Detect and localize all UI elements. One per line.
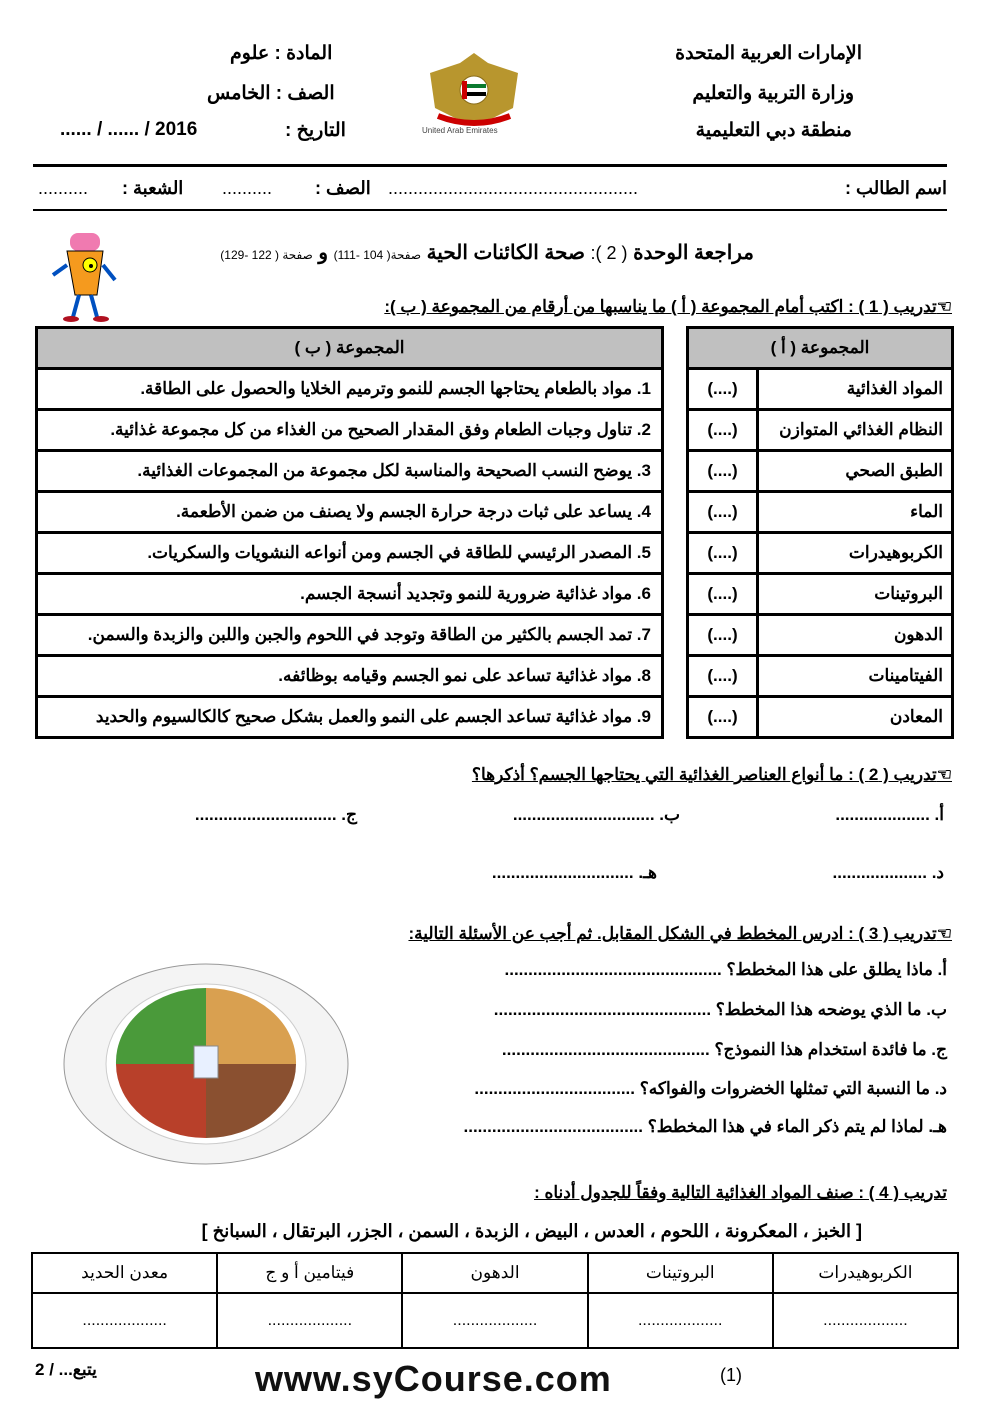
divider [33,164,947,167]
group-b-row [37,533,663,574]
title-main: مراجعة الوحدة [633,242,754,264]
group-b-item: 9. مواد غذائية تساعد الجسم على النمو والعمل بشكل صحيح كالكالسيوم والحديد [37,697,663,738]
category-header: فيتامين أ و ج [217,1253,402,1293]
answer-e[interactable]: هـ. .............................. [491,863,657,882]
category-answer[interactable]: ................... [773,1293,958,1348]
group-a-row [688,533,953,574]
group-b-row [37,574,663,615]
date-value: ...... / ...... / 2016 [60,119,198,140]
title-unit: ( 2 ): [590,243,628,263]
group-a-row [688,656,953,697]
pencil-mascot-icon [45,225,130,323]
group-a-item: الطبق الصحي [758,451,953,492]
question-c[interactable]: ج. ما فائدة استخدام هذا النموذج؟ ............................................ [501,1040,947,1059]
question-d[interactable]: د. ما النسبة التي تمثلها الخضروات والفواكه؟ .................................. [474,1079,947,1098]
healthy-plate-diagram [60,960,352,1168]
answer-blank[interactable]: (....) [688,574,758,615]
category-answer[interactable]: ................... [588,1293,773,1348]
group-a-item: الدهون [758,615,953,656]
group-a-row [688,574,953,615]
page-number: (1) [720,1365,742,1385]
category-header: البروتينات [588,1253,773,1293]
answer-d[interactable]: د. .................... [832,863,944,882]
category-answer[interactable]: ................... [402,1293,587,1348]
student-name-label: اسم الطالب : [845,178,947,198]
group-a-row [688,369,953,410]
class-label: الصف : [315,178,371,198]
group-b-row [37,369,663,410]
divider [33,209,947,211]
ministry-name: وزارة التربية والتعليم [692,83,854,104]
exercise1-title-text: تدريب ( 1 ) : اكتب أمام المجموعة ( أ ) ما يناسبها من أرقام من المجموعة ( ب ): [384,297,937,316]
answer-blank[interactable]: (....) [688,697,758,738]
group-b-row [37,410,663,451]
student-name-field[interactable]: .................................................. [388,178,639,198]
group-a-item: الكربوهيدرات [758,533,953,574]
answer-c[interactable]: ج. .............................. [194,805,357,824]
title-pages1: صفحة( 104 -111) [333,248,422,262]
exercise1-title: ☜تدريب ( 1 ) : اكتب أمام المجموعة ( أ ) ما يناسبها من أرقام من المجموعة ( ب ): [384,297,952,316]
grade: الصف : الخامس [207,83,335,104]
group-b-row [37,492,663,533]
question-b[interactable]: ب. ما الذي يوضحه هذا المخطط؟ .............................................. [493,1000,947,1019]
watermark: www.syCourse.com [255,1358,612,1399]
group-b-row [37,451,663,492]
country-name: الإمارات العربية المتحدة [675,43,862,64]
group-a-item: المعادن [758,697,953,738]
class-field[interactable]: .......... [222,178,273,198]
group-b-row [37,656,663,697]
group-b-item: 8. مواد غذائية تساعد على نمو الجسم وقيامه بوظائفه. [37,656,663,697]
answer-blank[interactable]: (....) [688,410,758,451]
uae-emblem-logo [418,48,530,138]
group-b-item: 7. تمد الجسم بالكثير من الطاقة وتوجد في اللحوم والجبن واللبن والزبدة والسمن. [37,615,663,656]
section-label: الشعبة : [122,178,184,198]
group-b-table [35,326,664,739]
group-b-item: 2. تناول وجبات الطعام وفق المقدار الصحيح من الغذاء من كل مجموعة غذائية. [37,410,663,451]
question-e[interactable]: هـ. لماذا لم يتم ذكر الماء في هذا المخطط؟ ...................................... [463,1117,947,1136]
group-b-item: 1. مواد بالطعام يحتاجها الجسم للنمو وترميم الخلايا والحصول على الطاقة. [37,369,663,410]
answer-a[interactable]: أ. .................... [835,805,944,824]
group-b-row [37,615,663,656]
answer-b[interactable]: ب. .............................. [512,805,680,824]
answer-blank[interactable]: (....) [688,615,758,656]
group-b-item: 3. يوضح النسب الصحيحة والمناسبة لكل مجموعة من المجموعات الغذائية. [37,451,663,492]
answer-blank[interactable]: (....) [688,492,758,533]
exercise2-title-text: تدريب ( 2 ) : ما أنواع العناصر الغذائية التي يحتاجها الجسم؟ أذكرها؟ [471,765,937,784]
exercise2-title: ☜تدريب ( 2 ) : ما أنواع العناصر الغذائية التي يحتاجها الجسم؟ أذكرها؟ [471,765,952,784]
subject: المادة : علوم [230,43,333,64]
question-a[interactable]: أ. ماذا يطلق على هذا المخطط؟ .............................................. [504,960,947,979]
answer-blank[interactable]: (....) [688,369,758,410]
answer-blank[interactable]: (....) [688,533,758,574]
zone-name: منطقة دبي التعليمية [695,120,852,141]
category-header: معدن الحديد [32,1253,217,1293]
group-a-row [688,410,953,451]
food-list: [ الخبز ، المعكرونة ، اللحوم ، العدس ، البيض ، الزبدة ، السمن ، الجزر، البرتقال ، السبانخ ] [201,1221,862,1241]
title-pages2: صفحة ( 122 -129) [220,248,313,262]
section-field[interactable]: .......... [38,178,89,198]
group-b-item: 4. يساعد على ثبات درجة حرارة الجسم ولا يصنف من ضمن الأطعمة. [37,492,663,533]
answer-blank[interactable]: (....) [688,656,758,697]
group-a-row [688,492,953,533]
logo-text: United Arab Emirates [422,126,498,135]
group-b-header: المجموعة ( ب ) [37,328,663,369]
group-a-item: البروتينات [758,574,953,615]
group-a-row [688,697,953,738]
date-label: التاريخ : [285,120,346,141]
category-header: الدهون [402,1253,587,1293]
answer-blank[interactable]: (....) [688,451,758,492]
continue-note: يتبع... / 2 [35,1360,97,1379]
classification-table [31,1252,959,1349]
group-b-item: 5. المصدر الرئيسي للطاقة في الجسم ومن أنواعه النشويات والسكريات. [37,533,663,574]
title-and: و [318,242,329,264]
title-topic: صحة الكائنات الحية [426,242,585,264]
exercise4-title: تدريب ( 4 ) : صنف المواد الغذائية التالية وفقاً للجدول أدناه : [534,1183,947,1202]
exercise3-title: ☜تدريب ( 3 ) : ادرس المخطط في الشكل المقابل. ثم أجب عن الأسئلة التالية: [408,924,952,943]
group-a-item: المواد الغذائية [758,369,953,410]
group-a-header: المجموعة ( أ ) [688,328,953,369]
group-a-row [688,451,953,492]
review-title [220,240,754,265]
exercise3-title-text: تدريب ( 3 ) : ادرس المخطط في الشكل المقابل. ثم أجب عن الأسئلة التالية: [408,924,937,943]
group-a-item: الماء [758,492,953,533]
group-a-table [686,326,954,739]
group-b-row [37,697,663,738]
group-a-row [688,615,953,656]
category-answer[interactable]: ................... [217,1293,402,1348]
group-b-item: 6. مواد غذائية ضرورية للنمو وتجديد أنسجة الجسم. [37,574,663,615]
category-header: الكربوهيدرات [773,1253,958,1293]
group-a-item: الفيتامينات [758,656,953,697]
group-a-item: النظام الغذائي المتوازن [758,410,953,451]
category-answer[interactable]: ................... [32,1293,217,1348]
